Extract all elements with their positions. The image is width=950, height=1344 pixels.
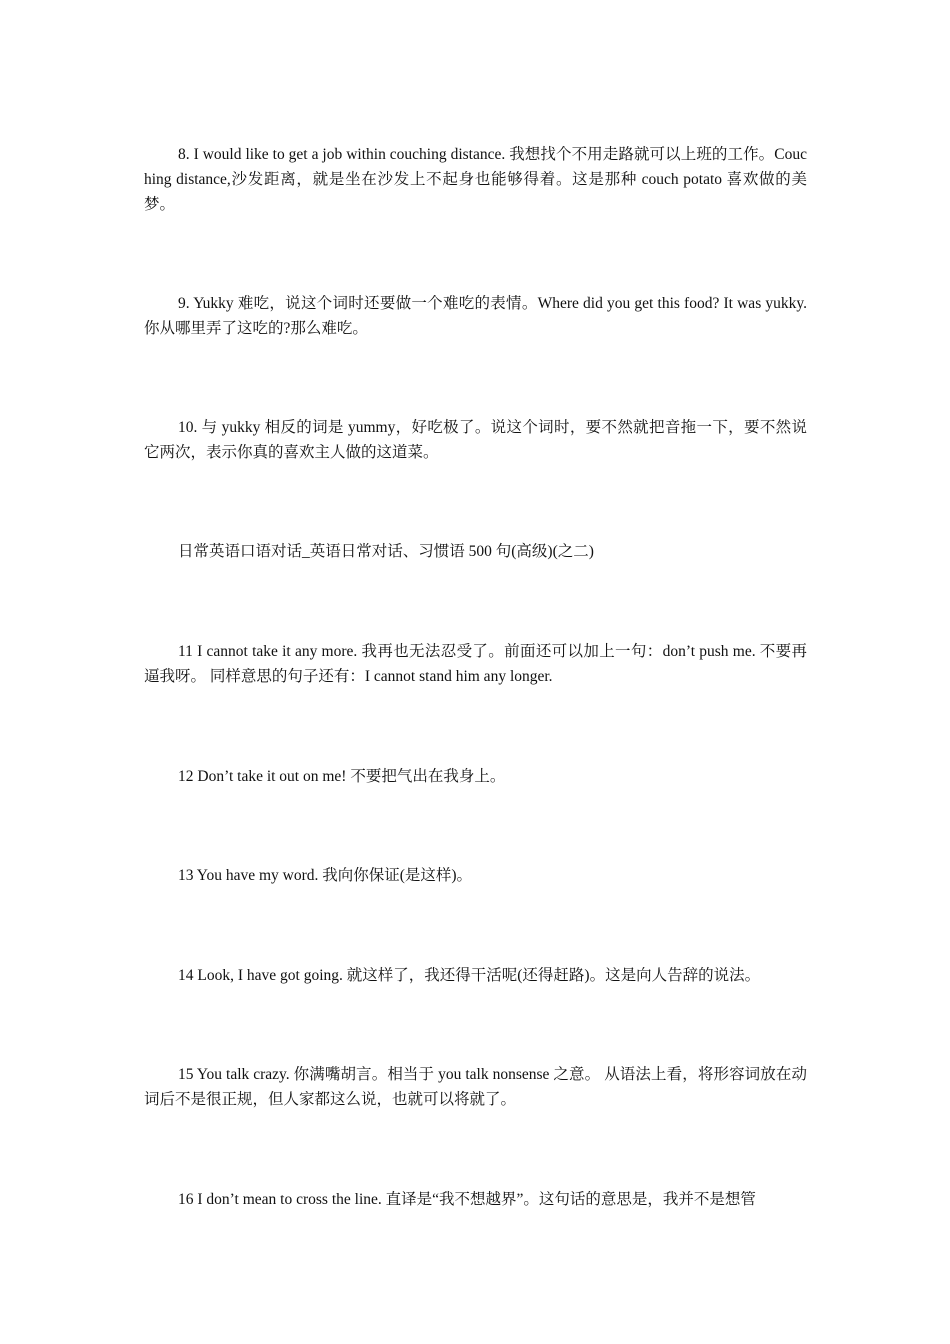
section-heading: 日常英语口语对话_英语日常对话、习惯语 500 句(高级)(之二) [178,543,594,560]
paragraph-8: 8. I would like to get a job within couching distance. 我想找个不用走路就可以上班的工作。Couching distance,沙发距离，就是坐在沙发上不起身也能够得着。这是那种 couch potato 喜欢做的美梦。 [144,146,807,213]
paragraph-11: 11 I cannot take it any more. 我再也无法忍受了。前面还可以加上一句：don’t push me. 不要再逼我呀。 同样意思的句子还有：I cannot stand him any longer. [144,643,807,685]
paragraph-14: 14 Look, I have got going. 就这样了，我还得干活呢(还得赶路)。这是向人告辞的说法。 [178,967,761,984]
paragraph-13: 13 You have my word. 我向你保证(是这样)。 [178,867,473,884]
paragraph-16: 16 I don’t mean to cross the line. 直译是“我不想越界”。这句话的意思是，我并不是想管 [178,1191,756,1208]
paragraph-9: 9. Yukky 难吃，说这个词时还要做一个难吃的表情。Where did you get this food? It was yukky. 你从哪里弄了这吃的?那么难吃。 [144,295,807,337]
paragraph-15: 15 You talk crazy. 你满嘴胡言。相当于 you talk nonsense 之意。 从语法上看，将形容词放在动词后不是很正规，但人家都这么说，也就可以将就了。 [144,1066,807,1108]
paragraph-12: 12 Don’t take it out on me! 不要把气出在我身上。 [178,768,506,785]
paragraph-10: 10. 与 yukky 相反的词是 yummy，好吃极了。说这个词时，要不然就把音拖一下，要不然说它两次，表示你真的喜欢主人做的这道菜。 [144,419,807,461]
